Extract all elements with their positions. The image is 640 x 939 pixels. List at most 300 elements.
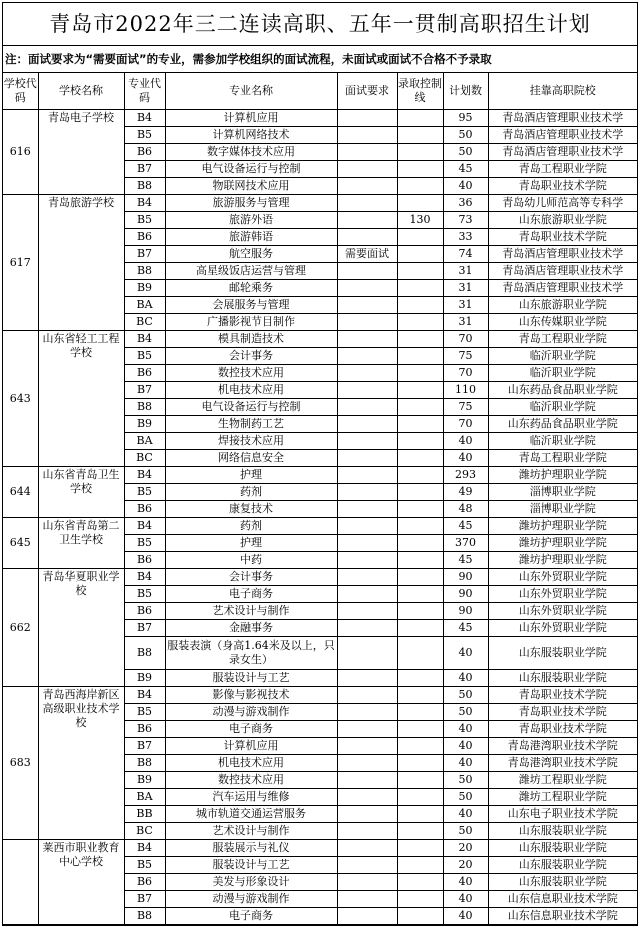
control-line-cell [397, 314, 443, 331]
major-code-cell: B4 [124, 569, 165, 586]
college-cell: 青岛酒店管理职业技术学 [488, 263, 637, 280]
interview-cell [337, 874, 397, 891]
school-code-cell: 662 [3, 569, 38, 687]
control-line-cell [397, 704, 443, 721]
college-cell: 淄博职业学院 [488, 484, 637, 501]
control-line-cell [397, 840, 443, 857]
major-name-cell: 城市轨道交通运营服务 [165, 806, 337, 823]
major-code-cell: B7 [124, 246, 165, 263]
major-name-cell: 网络信息安全 [165, 450, 337, 467]
major-name-cell: 机电技术应用 [165, 755, 337, 772]
major-code-cell: BC [124, 823, 165, 840]
major-name-cell: 电气设备运行与控制 [165, 399, 337, 416]
major-name-cell: 动漫与游戏制作 [165, 704, 337, 721]
major-code-cell: B7 [124, 620, 165, 637]
major-name-cell: 药剂 [165, 484, 337, 501]
plan-cell: 50 [443, 704, 488, 721]
school-code-cell: 616 [3, 110, 38, 195]
interview-cell [337, 586, 397, 603]
school-name-cell: 莱西市职业教育中心学校 [38, 840, 124, 925]
interview-cell [337, 144, 397, 161]
major-name-cell: 动漫与游戏制作 [165, 891, 337, 908]
school-code-cell: 644 [3, 467, 38, 518]
header-major-name: 专业名称 [165, 73, 337, 110]
header-school-code: 学校代码 [3, 73, 38, 110]
school-code-cell: 643 [3, 331, 38, 467]
major-name-cell: 艺术设计与制作 [165, 603, 337, 620]
college-cell: 临沂职业学院 [488, 433, 637, 450]
interview-cell [337, 365, 397, 382]
interview-cell [337, 806, 397, 823]
major-code-cell: BC [124, 314, 165, 331]
control-line-cell [397, 874, 443, 891]
interview-cell [337, 263, 397, 280]
control-line-cell [397, 552, 443, 569]
major-code-cell: B9 [124, 280, 165, 297]
interview-note: 注：面试要求为“需要面试”的专业，需参加学校组织的面试流程，未面试或面试不合格不予录取 [3, 46, 637, 73]
major-code-cell: B8 [124, 178, 165, 195]
interview-cell [337, 620, 397, 637]
control-line-cell [397, 586, 443, 603]
college-cell: 青岛职业技术学院 [488, 229, 637, 246]
plan-cell: 40 [443, 670, 488, 687]
header-school-name: 学校名称 [38, 73, 124, 110]
plan-cell: 40 [443, 874, 488, 891]
plan-cell: 50 [443, 127, 488, 144]
college-cell: 山东外贸职业学院 [488, 603, 637, 620]
plan-cell: 40 [443, 891, 488, 908]
plan-cell: 293 [443, 467, 488, 484]
control-line-cell [397, 823, 443, 840]
college-cell: 青岛幼儿师范高等专科学 [488, 195, 637, 212]
control-line-cell [397, 144, 443, 161]
table-row [3, 467, 637, 484]
school-name-cell: 青岛旅游学校 [38, 195, 124, 331]
major-name-cell: 焊接技术应用 [165, 433, 337, 450]
plan-cell: 75 [443, 348, 488, 365]
control-line-cell [397, 670, 443, 687]
major-code-cell: B7 [124, 382, 165, 399]
control-line-cell [397, 450, 443, 467]
major-code-cell: B9 [124, 772, 165, 789]
interview-cell [337, 178, 397, 195]
major-name-cell: 汽车运用与维修 [165, 789, 337, 806]
control-line-cell [397, 518, 443, 535]
college-cell: 山东外贸职业学院 [488, 586, 637, 603]
interview-cell [337, 569, 397, 586]
college-cell: 临沂职业学院 [488, 348, 637, 365]
control-line-cell [397, 603, 443, 620]
major-name-cell: 物联网技术应用 [165, 178, 337, 195]
college-cell: 山东传媒职业学院 [488, 314, 637, 331]
college-cell: 山东信息职业技术学院 [488, 908, 637, 925]
interview-cell [337, 331, 397, 348]
major-code-cell: B6 [124, 229, 165, 246]
major-name-cell: 旅游韩语 [165, 229, 337, 246]
major-code-cell: B6 [124, 501, 165, 518]
plan-cell: 370 [443, 535, 488, 552]
major-name-cell: 护理 [165, 467, 337, 484]
interview-cell [337, 518, 397, 535]
plan-cell: 49 [443, 484, 488, 501]
interview-cell [337, 687, 397, 704]
plan-cell: 75 [443, 399, 488, 416]
interview-cell [337, 857, 397, 874]
major-code-cell: B8 [124, 399, 165, 416]
plan-cell: 40 [443, 178, 488, 195]
control-line-cell: 130 [397, 212, 443, 229]
college-cell: 山东服装职业学院 [488, 637, 637, 670]
control-line-cell [397, 637, 443, 670]
college-cell: 青岛酒店管理职业技术学 [488, 280, 637, 297]
interview-cell [337, 484, 397, 501]
plan-cell: 48 [443, 501, 488, 518]
major-code-cell: B8 [124, 755, 165, 772]
interview-cell [337, 908, 397, 925]
interview-cell [337, 280, 397, 297]
college-cell: 潍坊工程职业学院 [488, 789, 637, 806]
interview-cell [337, 789, 397, 806]
plan-cell: 45 [443, 518, 488, 535]
major-name-cell: 会计事务 [165, 348, 337, 365]
plan-cell: 40 [443, 806, 488, 823]
control-line-cell [397, 484, 443, 501]
plan-cell: 40 [443, 755, 488, 772]
table-row [3, 110, 637, 127]
college-cell: 山东服装职业学院 [488, 857, 637, 874]
major-code-cell: B9 [124, 670, 165, 687]
major-code-cell: B7 [124, 738, 165, 755]
document-page [2, 2, 638, 926]
major-code-cell: B5 [124, 127, 165, 144]
plan-cell: 45 [443, 620, 488, 637]
plan-cell: 40 [443, 433, 488, 450]
college-cell: 潍坊工程职业学院 [488, 772, 637, 789]
major-name-cell: 电子商务 [165, 586, 337, 603]
plan-cell: 73 [443, 212, 488, 229]
interview-cell [337, 399, 397, 416]
plan-cell: 90 [443, 569, 488, 586]
control-line-cell [397, 161, 443, 178]
college-cell: 青岛职业技术学院 [488, 704, 637, 721]
control-line-cell [397, 229, 443, 246]
interview-cell [337, 501, 397, 518]
major-name-cell: 旅游外语 [165, 212, 337, 229]
school-name-cell: 山东省青岛卫生学校 [38, 467, 124, 518]
interview-cell [337, 450, 397, 467]
major-name-cell: 电子商务 [165, 721, 337, 738]
plan-cell: 90 [443, 603, 488, 620]
college-cell: 山东服装职业学院 [488, 874, 637, 891]
major-name-cell: 会计事务 [165, 569, 337, 586]
major-name-cell: 邮轮乘务 [165, 280, 337, 297]
major-code-cell: B5 [124, 484, 165, 501]
control-line-cell [397, 857, 443, 874]
major-name-cell: 航空服务 [165, 246, 337, 263]
plan-cell: 50 [443, 823, 488, 840]
college-cell: 青岛职业技术学院 [488, 178, 637, 195]
interview-cell [337, 382, 397, 399]
plan-cell: 20 [443, 840, 488, 857]
plan-cell: 20 [443, 857, 488, 874]
major-name-cell: 计算机应用 [165, 110, 337, 127]
table-row [3, 195, 637, 212]
college-cell: 山东服装职业学院 [488, 670, 637, 687]
college-cell: 山东药品食品职业学院 [488, 416, 637, 433]
major-code-cell: B4 [124, 687, 165, 704]
major-code-cell: B6 [124, 721, 165, 738]
interview-cell [337, 603, 397, 620]
major-name-cell: 数字媒体技术应用 [165, 144, 337, 161]
control-line-cell [397, 433, 443, 450]
college-cell: 青岛职业技术学院 [488, 721, 637, 738]
interview-cell [337, 670, 397, 687]
plan-cell: 36 [443, 195, 488, 212]
major-code-cell: B9 [124, 416, 165, 433]
plan-cell: 40 [443, 450, 488, 467]
interview-cell [337, 212, 397, 229]
control-line-cell [397, 569, 443, 586]
interview-cell [337, 161, 397, 178]
college-cell: 临沂职业学院 [488, 399, 637, 416]
college-cell: 山东旅游职业学院 [488, 297, 637, 314]
major-code-cell: BA [124, 297, 165, 314]
interview-cell [337, 348, 397, 365]
control-line-cell [397, 535, 443, 552]
header-interview: 面试要求 [337, 73, 397, 110]
major-code-cell: B6 [124, 552, 165, 569]
major-name-cell: 计算机网络技术 [165, 127, 337, 144]
plan-cell: 45 [443, 552, 488, 569]
interview-cell [337, 704, 397, 721]
major-code-cell: B6 [124, 603, 165, 620]
major-name-cell: 金融事务 [165, 620, 337, 637]
table-row [3, 518, 637, 535]
header-major-code: 专业代码 [124, 73, 165, 110]
major-code-cell: B5 [124, 586, 165, 603]
major-name-cell: 模具制造技术 [165, 331, 337, 348]
major-name-cell: 高星级饭店运营与管理 [165, 263, 337, 280]
plan-cell: 40 [443, 738, 488, 755]
college-cell: 潍坊护理职业学院 [488, 535, 637, 552]
control-line-cell [397, 687, 443, 704]
major-code-cell: BA [124, 433, 165, 450]
college-cell: 临沂职业学院 [488, 365, 637, 382]
major-name-cell: 旅游服务与管理 [165, 195, 337, 212]
college-cell: 青岛港湾职业技术学院 [488, 755, 637, 772]
college-cell: 青岛酒店管理职业技术学 [488, 110, 637, 127]
interview-cell [337, 433, 397, 450]
major-code-cell: B4 [124, 331, 165, 348]
plan-cell: 90 [443, 586, 488, 603]
control-line-cell [397, 755, 443, 772]
plan-cell: 31 [443, 297, 488, 314]
control-line-cell [397, 382, 443, 399]
control-line-cell [397, 620, 443, 637]
interview-cell [337, 891, 397, 908]
interview-cell [337, 195, 397, 212]
table-row [3, 331, 637, 348]
college-cell: 青岛工程职业学院 [488, 331, 637, 348]
major-name-cell: 电子商务 [165, 908, 337, 925]
major-code-cell: B5 [124, 212, 165, 229]
plan-cell: 31 [443, 314, 488, 331]
plan-cell: 74 [443, 246, 488, 263]
interview-cell [337, 772, 397, 789]
interview-cell [337, 535, 397, 552]
college-cell: 淄博职业学院 [488, 501, 637, 518]
interview-cell [337, 110, 397, 127]
school-code-cell [3, 840, 38, 925]
control-line-cell [397, 297, 443, 314]
interview-cell [337, 840, 397, 857]
plan-cell: 40 [443, 908, 488, 925]
college-cell: 山东服装职业学院 [488, 823, 637, 840]
college-cell: 青岛酒店管理职业技术学 [488, 246, 637, 263]
plan-cell: 31 [443, 263, 488, 280]
control-line-cell [397, 789, 443, 806]
college-cell: 山东服装职业学院 [488, 840, 637, 857]
major-name-cell: 计算机应用 [165, 738, 337, 755]
interview-cell [337, 738, 397, 755]
major-code-cell: B6 [124, 874, 165, 891]
college-cell: 青岛港湾职业技术学院 [488, 738, 637, 755]
table-row [3, 840, 637, 857]
college-cell: 潍坊护理职业学院 [488, 518, 637, 535]
college-cell: 青岛职业技术学院 [488, 687, 637, 704]
major-name-cell: 服装设计与工艺 [165, 670, 337, 687]
control-line-cell [397, 263, 443, 280]
control-line-cell [397, 738, 443, 755]
table-row [3, 569, 637, 586]
plan-cell: 70 [443, 365, 488, 382]
major-code-cell: BA [124, 789, 165, 806]
major-code-cell: B5 [124, 535, 165, 552]
school-code-cell: 617 [3, 195, 38, 331]
major-code-cell: B8 [124, 263, 165, 280]
major-code-cell: B5 [124, 704, 165, 721]
major-name-cell: 服装表演（身高1.64米及以上，只录女生） [165, 637, 337, 670]
major-name-cell: 美发与形象设计 [165, 874, 337, 891]
school-name-cell: 山东省轻工工程学校 [38, 331, 124, 467]
major-name-cell: 服装展示与礼仪 [165, 840, 337, 857]
interview-cell [337, 552, 397, 569]
control-line-cell [397, 246, 443, 263]
major-code-cell: B4 [124, 110, 165, 127]
control-line-cell [397, 501, 443, 518]
major-name-cell: 影像与影视技术 [165, 687, 337, 704]
major-name-cell: 机电技术应用 [165, 382, 337, 399]
interview-cell [337, 297, 397, 314]
interview-cell [337, 229, 397, 246]
college-cell: 青岛工程职业学院 [488, 161, 637, 178]
control-line-cell [397, 127, 443, 144]
college-cell: 山东电子职业技术学院 [488, 806, 637, 823]
plan-cell: 40 [443, 721, 488, 738]
interview-cell [337, 127, 397, 144]
major-code-cell: BB [124, 806, 165, 823]
plan-cell: 50 [443, 687, 488, 704]
major-name-cell: 会展服务与管理 [165, 297, 337, 314]
table-row [3, 687, 637, 704]
college-cell: 山东药品食品职业学院 [488, 382, 637, 399]
college-cell: 山东外贸职业学院 [488, 620, 637, 637]
control-line-cell [397, 110, 443, 127]
interview-cell [337, 416, 397, 433]
interview-cell [337, 823, 397, 840]
plan-cell: 31 [443, 280, 488, 297]
major-code-cell: B7 [124, 891, 165, 908]
plan-cell: 45 [443, 161, 488, 178]
enrollment-table [3, 73, 637, 925]
major-code-cell: B5 [124, 857, 165, 874]
plan-cell: 50 [443, 789, 488, 806]
major-code-cell: B8 [124, 908, 165, 925]
plan-cell: 50 [443, 772, 488, 789]
plan-cell: 50 [443, 144, 488, 161]
major-code-cell: B6 [124, 144, 165, 161]
plan-cell: 95 [443, 110, 488, 127]
control-line-cell [397, 399, 443, 416]
control-line-cell [397, 348, 443, 365]
plan-cell: 40 [443, 637, 488, 670]
major-name-cell: 数控技术应用 [165, 772, 337, 789]
control-line-cell [397, 331, 443, 348]
table-header-row [3, 73, 637, 110]
interview-cell [337, 314, 397, 331]
control-line-cell [397, 365, 443, 382]
plan-cell: 70 [443, 416, 488, 433]
control-line-cell [397, 280, 443, 297]
control-line-cell [397, 772, 443, 789]
major-code-cell: B4 [124, 467, 165, 484]
major-code-cell: B4 [124, 195, 165, 212]
major-code-cell: B4 [124, 518, 165, 535]
major-code-cell: B6 [124, 365, 165, 382]
header-college: 挂靠高职院校 [488, 73, 637, 110]
major-code-cell: B7 [124, 161, 165, 178]
major-name-cell: 电气设备运行与控制 [165, 161, 337, 178]
school-name-cell: 山东省青岛第二卫生学校 [38, 518, 124, 569]
major-name-cell: 护理 [165, 535, 337, 552]
school-code-cell: 683 [3, 687, 38, 840]
major-name-cell: 数控技术应用 [165, 365, 337, 382]
plan-cell: 110 [443, 382, 488, 399]
interview-cell [337, 467, 397, 484]
college-cell: 山东外贸职业学院 [488, 569, 637, 586]
college-cell: 山东旅游职业学院 [488, 212, 637, 229]
interview-cell [337, 755, 397, 772]
major-name-cell: 中药 [165, 552, 337, 569]
page-title: 青岛市2022年三二连读高职、五年一贯制高职招生计划 [3, 3, 637, 46]
interview-cell [337, 637, 397, 670]
control-line-cell [397, 178, 443, 195]
major-name-cell: 广播影视节目制作 [165, 314, 337, 331]
college-cell: 青岛酒店管理职业技术学 [488, 127, 637, 144]
interview-cell: 需要面试 [337, 246, 397, 263]
control-line-cell [397, 195, 443, 212]
college-cell: 潍坊护理职业学院 [488, 552, 637, 569]
control-line-cell [397, 721, 443, 738]
control-line-cell [397, 908, 443, 925]
major-code-cell: BC [124, 450, 165, 467]
header-control-line: 录取控制线 [397, 73, 443, 110]
control-line-cell [397, 891, 443, 908]
header-plan: 计划数 [443, 73, 488, 110]
control-line-cell [397, 806, 443, 823]
major-name-cell: 康复技术 [165, 501, 337, 518]
major-name-cell: 艺术设计与制作 [165, 823, 337, 840]
